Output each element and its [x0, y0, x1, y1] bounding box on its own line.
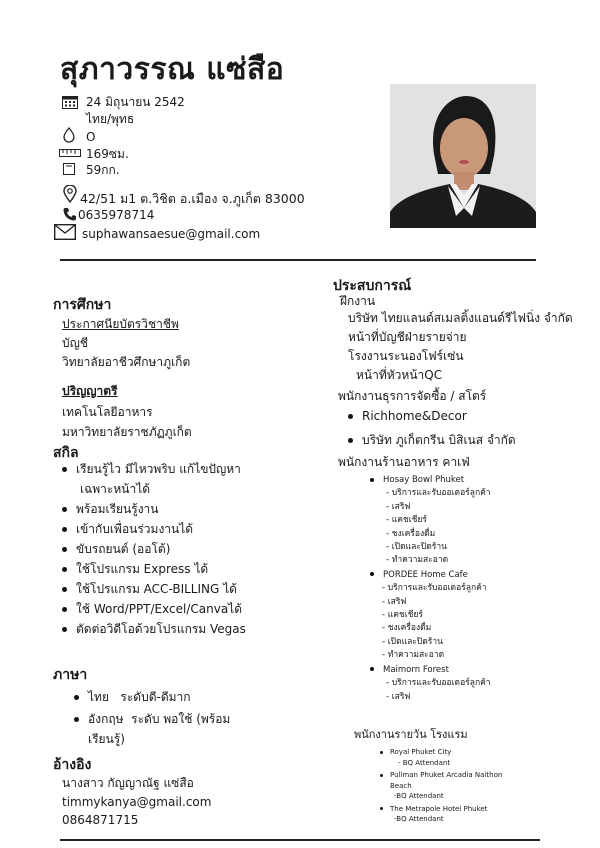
skill-item-cont: เฉพาะหน้าได้: [80, 482, 151, 496]
skill-item: ใช้โปรแกรม ACC-BILLING ได้: [58, 580, 288, 598]
birthdate-text: 24 มิถุนายน 2542: [86, 95, 185, 109]
profile-photo: [390, 84, 536, 228]
purchasing-list: [344, 407, 584, 451]
duty-item: - เปิดและปิดร้าน: [382, 636, 443, 647]
purchasing-item: Richhome&Decor: [344, 407, 584, 425]
skill-item: พร้อมเรียนรู้งาน: [58, 500, 288, 518]
resume-name: สุภาวรรณ แซ่สือ: [60, 52, 285, 87]
factory-name: โรงงานระนองโฟร์เซ่น: [348, 349, 464, 363]
weight-text: 59กก.: [86, 163, 120, 177]
reference-phone: 0864871715: [62, 813, 139, 827]
language-english-cont: เรียนรู้): [88, 732, 125, 746]
restaurant-name: PORDEE Home Cafe: [370, 569, 491, 582]
intern-role: หน้าที่บัญชีฝ่ายรายจ่าย: [348, 330, 467, 344]
duty-item: - บริการและรับออเดอร์ลูกค้า: [386, 488, 491, 499]
language-english: อังกฤษ ระดับ พอใช้ (พร้อม: [70, 710, 290, 728]
intern-label: ฝึกงาน: [340, 294, 376, 308]
reference-heading: อ้างอิง: [53, 757, 92, 773]
duty-item: - เสริฟ: [386, 691, 411, 702]
duty-item: - เปิดและปิดร้าน: [386, 542, 447, 553]
hotel-name-cont: Beach: [390, 781, 412, 790]
blood-type-text: O: [86, 130, 96, 144]
languages-heading: ภาษา: [53, 667, 88, 683]
hotel-role: -BQ Attendant: [394, 815, 444, 823]
calendar-icon: [62, 95, 78, 109]
experience-heading: ประสบการณ์: [333, 278, 412, 294]
degree-major: เทคโนโลยีอาหาร: [62, 405, 153, 419]
header-divider: [60, 259, 536, 261]
duty-item: - ทำความสะอาด: [386, 555, 449, 566]
phone-text: 0635978714: [78, 208, 155, 222]
languages-list: [70, 688, 290, 750]
ruler-icon: [59, 149, 81, 157]
education-heading: การศึกษา: [53, 297, 112, 313]
duty-item: - แคชเชียร์: [386, 515, 427, 526]
restaurant-name: Hosay Bowl Phuket: [370, 474, 491, 487]
phone-icon: [63, 207, 77, 221]
hotel-role: -BQ Attendant: [394, 792, 444, 800]
hotel-title: พนักงานรายวัน โรงแรม: [354, 728, 468, 741]
degree-title: ปริญญาตรี: [62, 384, 118, 398]
footer-divider: [60, 839, 540, 841]
duty-item: - ชงเครื่องดื่ม: [386, 528, 436, 539]
reference-name: นางสาว กัญญาณัฐ แซ่สือ: [62, 776, 194, 790]
envelope-icon: [54, 224, 76, 240]
email-text: suphawansaesue@gmail.com: [82, 227, 261, 241]
skills-list: [58, 460, 288, 640]
scale-icon: [63, 163, 75, 175]
restaurant-title: พนักงานร้านอาหาร คาเฟ่: [338, 455, 470, 469]
location-pin-icon: [63, 185, 77, 203]
skill-item: ตัดต่อวิดีโอด้วยโปรแกรม Vegas: [58, 620, 288, 638]
language-thai: ไทย ระดับดี-ดีมาก: [70, 688, 290, 706]
skill-item: ขับรถยนต์ (ออโต้): [58, 540, 288, 558]
duty-item: - ทำความสะอาด: [382, 650, 445, 661]
address-text: 42/51 ม1 ต.วิชิต อ.เมือง จ.ภูเก็ต 83000: [80, 191, 305, 206]
skill-item: ใช้ Word/PPT/Excel/Canvaได้: [58, 600, 288, 618]
duty-item: - บริการและรับออเดอร์ลูกค้า: [386, 678, 491, 689]
cert-title: ประกาศนียบัตรวิชาชีพ: [62, 317, 179, 331]
purchasing-title: พนักงานธุรการจัดซื้อ / สโตร์: [338, 389, 487, 403]
restaurant-list: [370, 474, 491, 704]
duty-item: - แคชเชียร์: [382, 610, 423, 621]
skill-item: เรียนรู้ไว มีไหวพริบ แก้ไขปัญหา: [58, 460, 288, 478]
cert-school: วิทยาลัยอาชีวศึกษาภูเก็ต: [62, 355, 191, 369]
intern-company: บริษัท ไทยแลนด์สเมลติ้งแอนด์รีไฟนิ่ง จำกัด: [348, 311, 573, 325]
skills-heading: สกิล: [53, 445, 79, 461]
height-text: 169ซม.: [86, 147, 129, 161]
hotel-name: Royal Phuket City: [380, 747, 502, 758]
duty-item: - เสริฟ: [382, 596, 407, 607]
skill-item: เข้ากับเพื่อนร่วมงานได้: [58, 520, 288, 538]
skill-item: ใช้โปรแกรม Express ได้: [58, 560, 288, 578]
hotel-name: The Metrapole Hotel Phuket: [380, 804, 502, 815]
hotel-list: [380, 747, 502, 825]
duty-item: - เสริฟ: [386, 501, 411, 512]
factory-role: หน้าที่หัวหน้าQC: [356, 368, 443, 382]
cert-major: บัญชี: [62, 336, 88, 350]
restaurant-name: Maimorn Forest: [370, 664, 491, 677]
reference-email: timmykanya@gmail.com: [62, 795, 212, 809]
blood-drop-icon: [62, 127, 76, 143]
hotel-name: Pullman Phuket Arcadia Naithon: [380, 770, 502, 781]
purchasing-item: บริษัท ภูเก็ตกรีน บิสิเนส จำกัด: [344, 431, 584, 449]
duty-item: - ชงเครื่องดื่ม: [382, 623, 432, 634]
duty-item: - บริการและรับออเดอร์ลูกค้า: [382, 583, 487, 594]
nationality-religion-text: ไทย/พุทธ: [86, 112, 135, 126]
degree-school: มหาวิทยาลัยราชภัฏภูเก็ต: [62, 425, 192, 439]
hotel-role: - BQ Attendant: [398, 758, 451, 767]
